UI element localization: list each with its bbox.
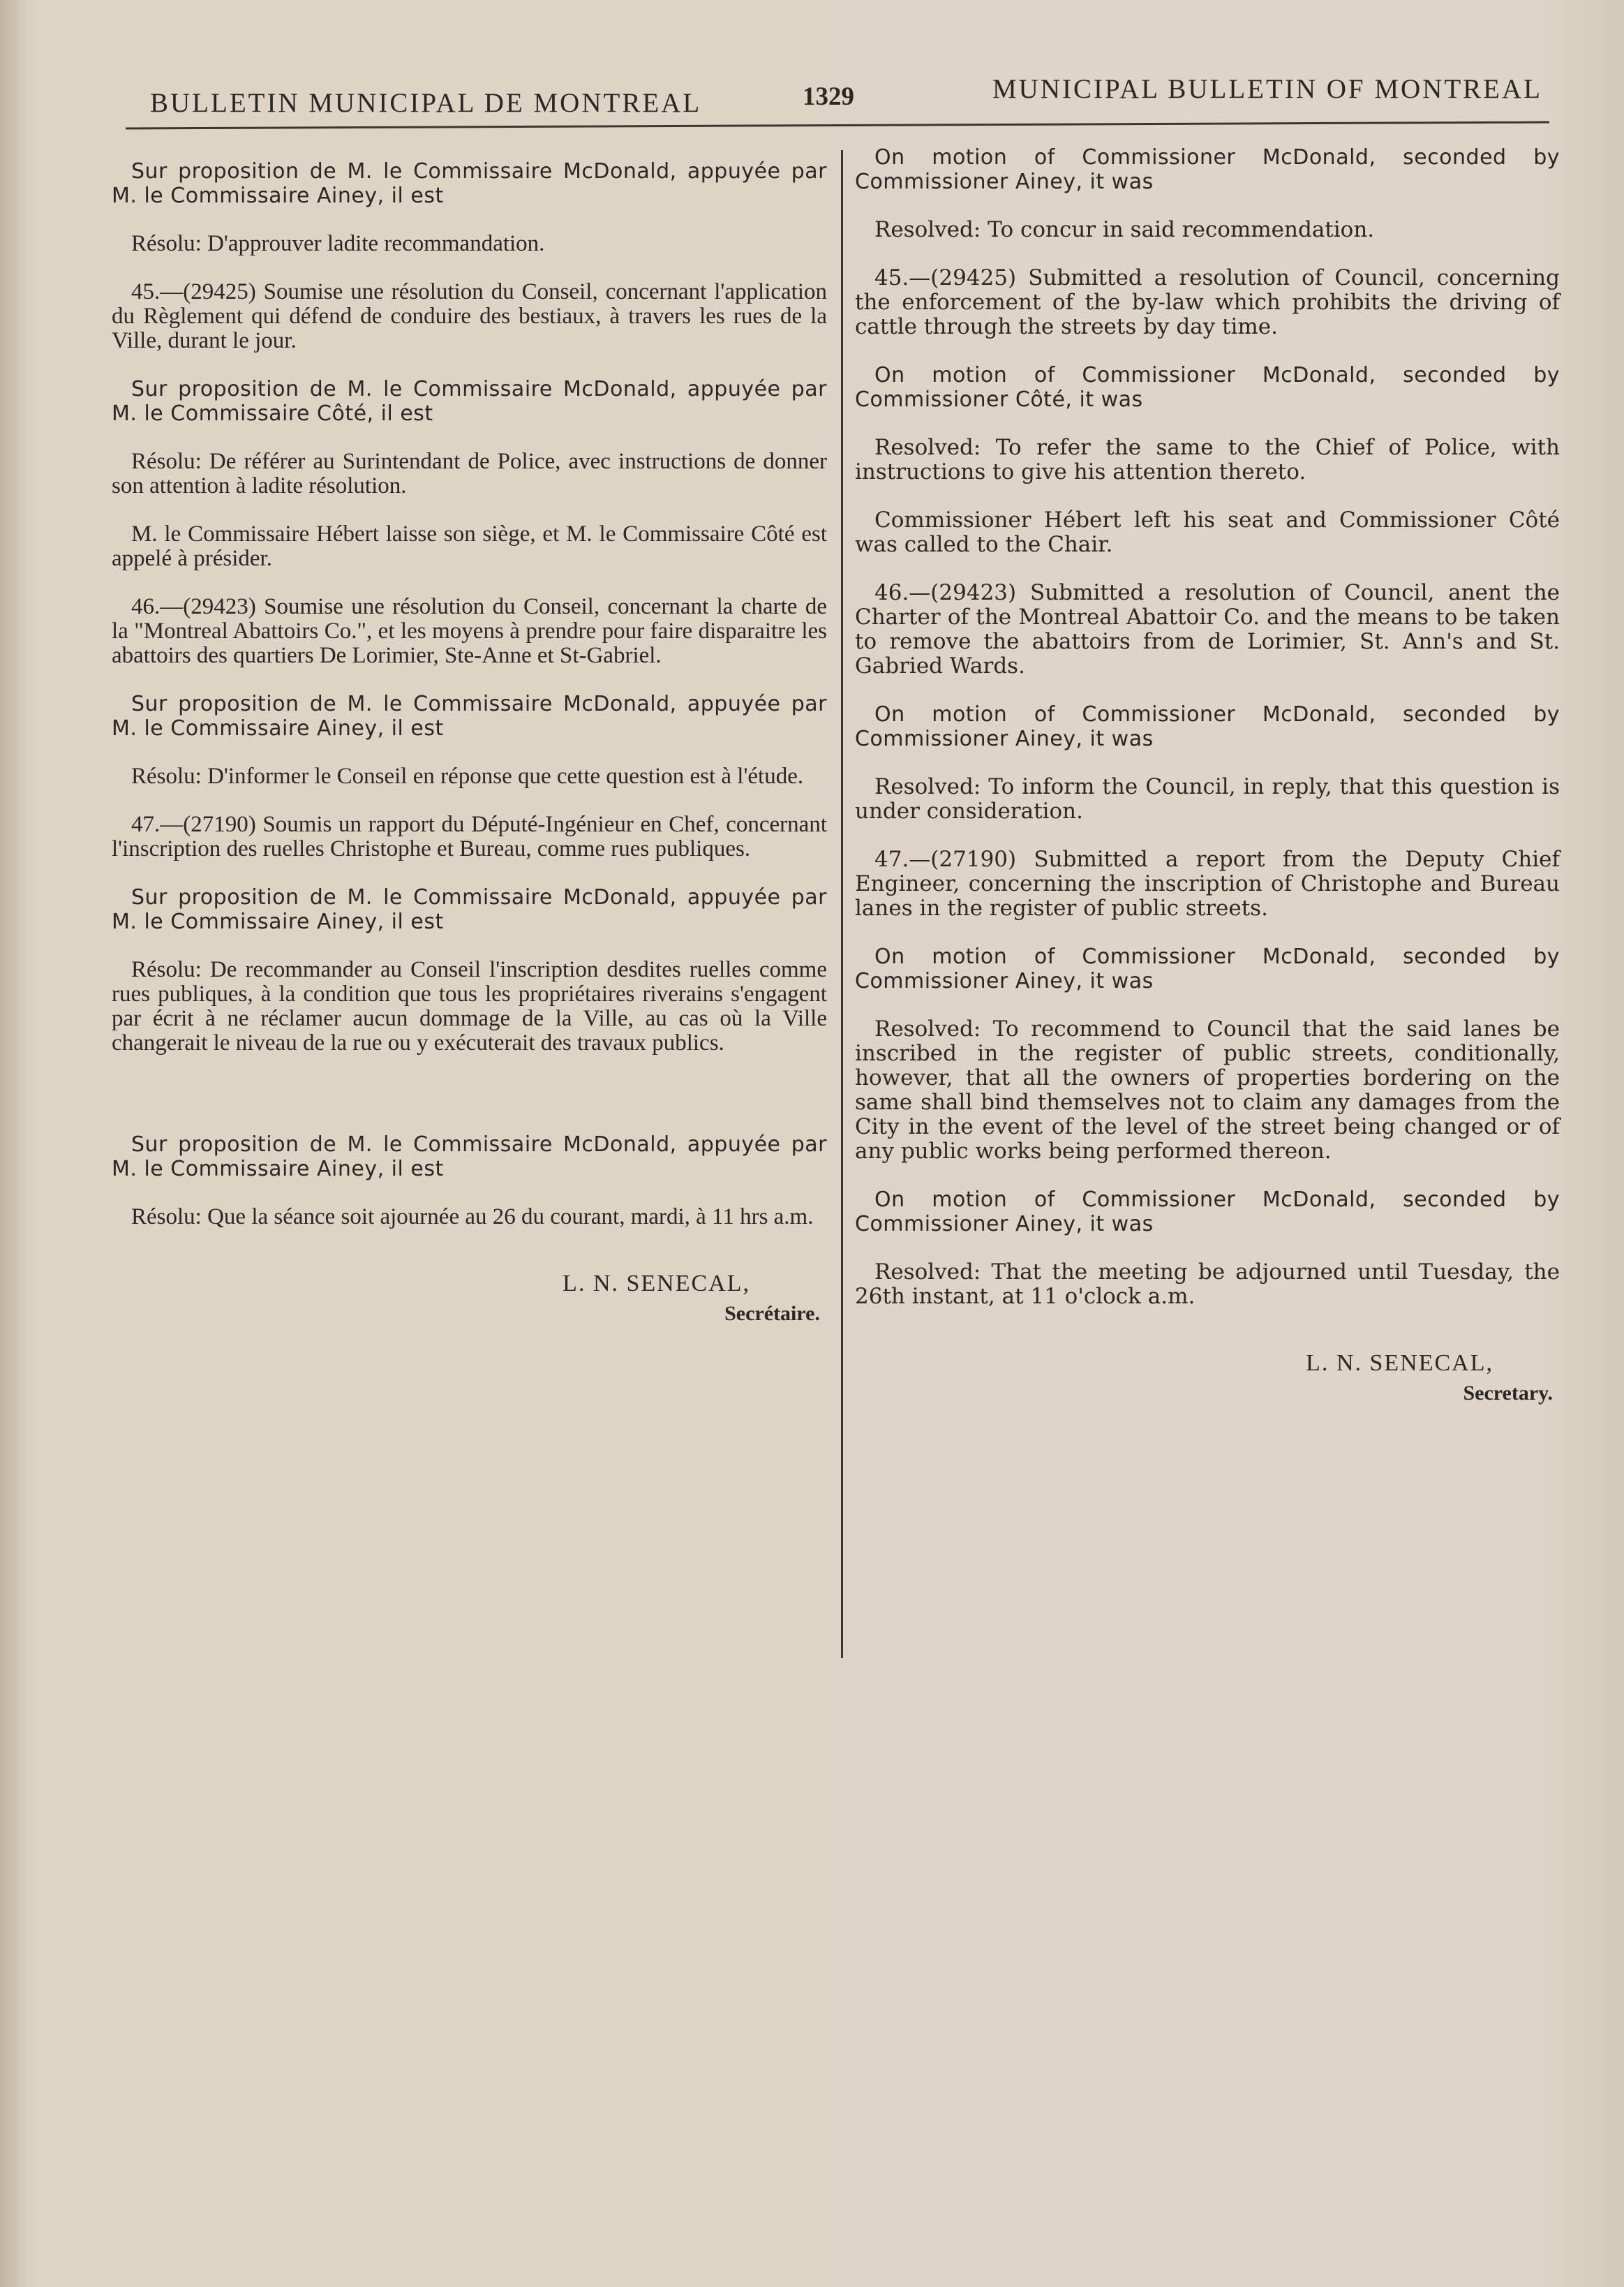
signature-name: L. N. SENECAL, xyxy=(1306,1350,1493,1376)
resolution-paragraph: Resolved: That the meeting be adjourned until Tuesday, the 26th instant, at 11 o'clock a.m. xyxy=(855,1259,1560,1309)
item-paragraph: 46.—(29423) Soumise une résolution du Conseil, concernant la charte de la "Montreal Abattoirs Co.", et les moyens à prendre pour faire disparaitre les abattoirs des quartiers De Lorimier, Ste-Anne et St-Gabriel. xyxy=(112,594,827,668)
note-paragraph: M. le Commissaire Hébert laisse son siège, et M. le Commissaire Côté est appelé à présider. xyxy=(112,521,827,571)
motion-paragraph: Sur proposition de M. le Commissaire McDonald, appuyée par M. le Commissaire Ainey, il est xyxy=(112,692,827,741)
resolution-paragraph: Resolved: To inform the Council, in reply, that this question is under consideration. xyxy=(855,774,1560,824)
english-column xyxy=(855,145,1560,1405)
item-paragraph: 46.—(29423) Submitted a resolution of Council, anent the Charter of the Montreal Abattoir Co. and the means to be taken to remove the abattoirs from de Lorimier, St. Ann's and St. Gabried Wards. xyxy=(855,580,1560,679)
item-paragraph: 45.—(29425) Soumise une résolution du Conseil, concernant l'application du Règlement qui défend de conduire des bestiaux, à travers les rues de la Ville, durant le jour. xyxy=(112,279,827,353)
resolution-paragraph: Resolved: To concur in said recommendation. xyxy=(874,217,1375,242)
resolution-paragraph: Resolved: To recommend to Council that the said lanes be inscribed in the register of public streets, conditionally, however, that all the owners of properties bordering on the same shall bind themselves not to claim any damages from the City in the event of the level of the street being changed or of any public works being performed thereon. xyxy=(855,1016,1560,1164)
motion-paragraph: Sur proposition de M. le Commissaire McDonald, appuyée par M. le Commissaire Ainey, il est xyxy=(112,885,827,934)
motion-paragraph: On motion of Commissioner McDonald, seconded by Commissioner Ainey, it was xyxy=(855,145,1560,194)
resolution-paragraph: Résolu: D'approuver ladite recommandation. xyxy=(131,231,545,256)
page-header xyxy=(150,66,1542,129)
binding-edge xyxy=(0,0,27,2287)
resolution-paragraph: Résolu: Que la séance soit ajournée au 26 du courant, mardi, à 11 hrs a.m. xyxy=(131,1204,814,1229)
motion-paragraph: Sur proposition de M. le Commissaire McDonald, appuyée par M. le Commissaire Ainey, il est xyxy=(112,159,827,208)
french-column xyxy=(112,159,827,1326)
item-paragraph: 47.—(27190) Soumis un rapport du Député-Ingénieur en Chef, concernant l'inscription des ruelles Christophe et Bureau, comme rues publiques. xyxy=(112,812,827,861)
header-french-title: BULLETIN MUNICIPAL DE MONTREAL xyxy=(150,88,702,118)
motion-paragraph: On motion of Commissioner McDonald, seconded by Commissioner Ainey, it was xyxy=(855,702,1560,751)
motion-paragraph: On motion of Commissioner McDonald, seconded by Commissioner Ainey, it was xyxy=(855,1187,1560,1236)
column-divider xyxy=(841,150,843,1658)
signature-title: Secrétaire. xyxy=(724,1302,820,1325)
signature-name: L. N. SENECAL, xyxy=(563,1271,750,1296)
item-paragraph: 45.—(29425) Submitted a resolution of Council, concerning the enforcement of the by-law which prohibits the driving of cattle through the streets by day time. xyxy=(855,265,1560,339)
signature-block xyxy=(855,1351,1560,1405)
item-paragraph: 47.—(27190) Submitted a report from the Deputy Chief Engineer, concerning the inscription of Christophe and Bureau lanes in the register of public streets. xyxy=(855,847,1560,921)
signature-block xyxy=(112,1271,827,1326)
resolution-paragraph: Résolu: D'informer le Conseil en réponse que cette question est à l'étude. xyxy=(131,764,804,789)
motion-paragraph: On motion of Commissioner McDonald, seconded by Commissioner Côté, it was xyxy=(855,363,1560,412)
header-english-title: MUNICIPAL BULLETIN OF MONTREAL xyxy=(992,74,1542,104)
motion-paragraph: Sur proposition de M. le Commissaire McDonald, appuyée par M. le Commissaire Côté, il est xyxy=(112,377,827,426)
resolution-paragraph: Résolu: De recommander au Conseil l'inscription desdites ruelles comme rues publiques, à la condition que tous les propriétaires riverains s'engagent par écrit à ne réclamer aucun dommage de la Ville, au cas où la Ville changerait le niveau de la rue ou y exécuterait des travaux publics. xyxy=(112,957,827,1056)
signature-title: Secretary. xyxy=(1463,1382,1553,1405)
resolution-paragraph: Résolu: De référer au Surintendant de Police, avec instructions de donner son attention à ladite résolution. xyxy=(112,449,827,498)
resolution-paragraph: Resolved: To refer the same to the Chief of Police, with instructions to give his attention thereto. xyxy=(855,435,1560,484)
page-number: 1329 xyxy=(803,82,854,111)
note-paragraph: Commissioner Hébert left his seat and Commissioner Côté was called to the Chair. xyxy=(855,508,1560,557)
motion-paragraph: Sur proposition de M. le Commissaire McDonald, appuyée par M. le Commissaire Ainey, il est xyxy=(112,1132,827,1181)
motion-paragraph: On motion of Commissioner McDonald, seconded by Commissioner Ainey, it was xyxy=(855,945,1560,993)
